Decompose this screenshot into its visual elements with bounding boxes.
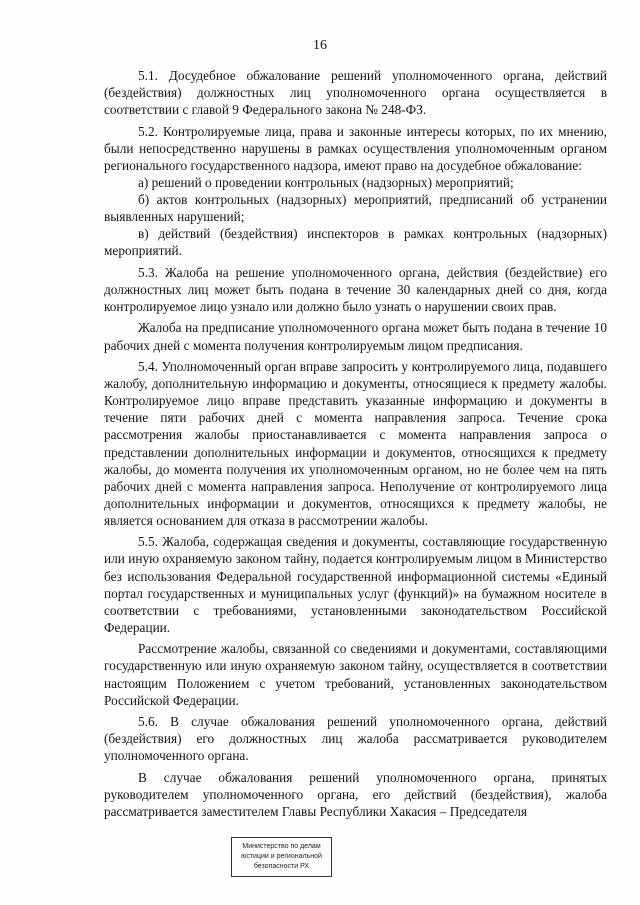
list-item-a: а) решений о проведении контрольных (надзорных) мероприятий;	[138, 174, 514, 190]
stamp-line: Министерство по делам	[242, 843, 321, 850]
paragraph-5-4: 5.4. Уполномоченный орган вправе запросить у контролируемого лица, подавшего жалобу, дополнительную информацию и документы, относящиеся к предмету жалобы. Контролируемое лицо вправе представить указанные информацию и документы в течение пяти рабочих дней с момента направления запроса. Течение срока рассмотрения жалобы приостанавливается с момента направления запроса о представлении дополнительных информации и документов, относящихся к предмету жалобы, до момента получения их уполномоченным органом, но не более чем на пять рабочих дней с момента направления запроса. Неполучение от контролируемого лица дополнительных информации и документов, относящихся к предмету жалобы, не является основанием для отказа в рассмотрении жалобы.	[104, 359, 607, 528]
list-item-c: в) действий (бездействия) инспекторов в рамках контрольных (надзорных) мероприятий.	[104, 226, 607, 259]
paragraph-5-6-head: В случае обжалования решений уполномоченного органа, принятых руководителем уполномоченного органа, его действий (бездействия), жалоба рассматривается заместителем Главы Республики Хакасия – Председателя	[104, 769, 607, 819]
document-body	[104, 67, 607, 824]
paragraph-5-5: 5.5. Жалоба, содержащая сведения и документы, составляющие государственную или иную охраняемую законом тайну, подается контролируемым лицом в Министерство без использования Федеральной государственной информационной системы «Единый портал государственных и муниципальных услуг (функций)» на бумажном носителе в соответствии с требованиями, установленными законодательством Российской Федерации.	[104, 534, 607, 635]
paragraph-5-3: 5.3. Жалоба на решение уполномоченного органа, действия (бездействие) его должностных лиц может быть подана в течение 30 календарных дней со дня, когда контролируемое лицо узнало или должно было узнать о нарушении своих прав.	[104, 264, 607, 314]
paragraph-5-6: 5.6. В случае обжалования решений уполномоченного органа, действий (бездействия) его должностных лиц жалоба рассматривается руководителем уполномоченного органа.	[104, 714, 607, 764]
paragraph-5-3-prescription: Жалоба на предписание уполномоченного органа может быть подана в течение 10 рабочих дней с момента получения контролируемым лицом предписания.	[104, 320, 607, 353]
paragraph-5-1: 5.1. Досудебное обжалование решений уполномоченного органа, действий (бездействия) должностных лиц уполномоченного органа осуществляется в соответствии с главой 9 Федерального закона № 248-ФЗ.	[104, 68, 607, 118]
stamp-line: безопасности РХ	[253, 863, 310, 870]
ministry-stamp	[231, 837, 332, 877]
paragraph-5-2: 5.2. Контролируемые лица, права и законные интересы которых, по их мнению, были непосредственно нарушены в рамках осуществления уполномоченным органом регионального государственного надзора, имеют право на досудебное обжалование:	[104, 123, 607, 173]
paragraph-5-5-secret: Рассмотрение жалобы, связанной со сведениями и документами, составляющими государственную или иную охраняемую законом тайну, осуществляется в соответствии настоящим Положением с учетом требований, установленных законодательством Российской Федерации.	[104, 641, 607, 708]
list-item-b: б) актов контрольных (надзорных) мероприятий, предписаний об устранении выявленных нарушений;	[104, 192, 607, 225]
page-number: 16	[313, 38, 327, 53]
stamp-line: юстиции и региональной	[241, 853, 322, 860]
